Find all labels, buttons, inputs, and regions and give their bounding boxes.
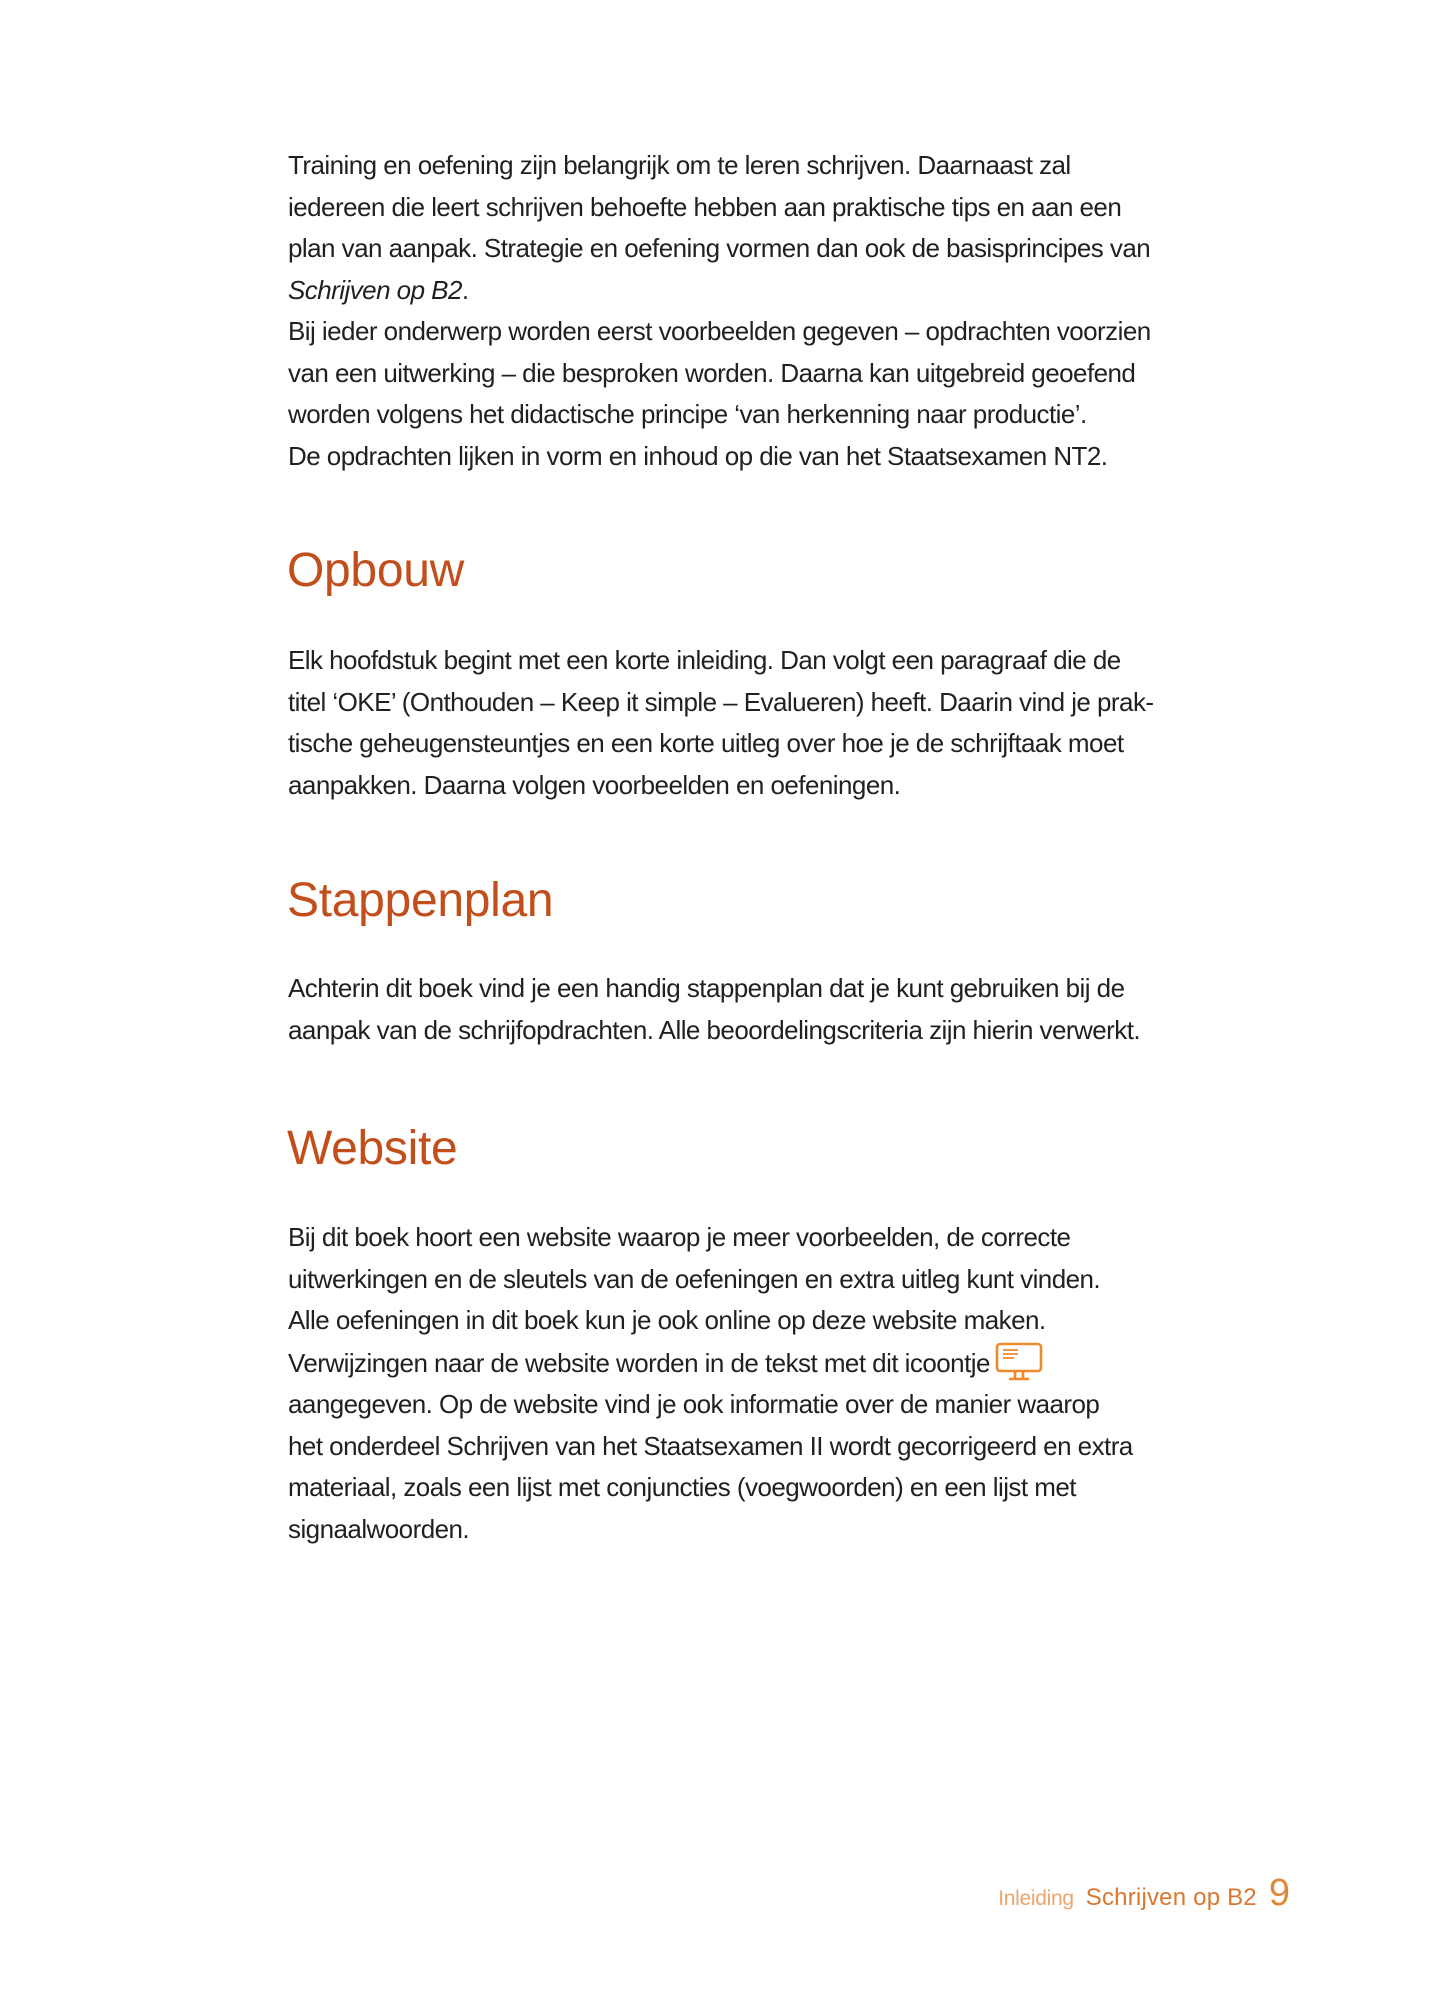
text-line: uitwerkingen en de sleutels van de oefeningen en extra uitleg kunt vinden. — [288, 1263, 1101, 1294]
intro-paragraph — [288, 145, 1348, 477]
text-line: iedereen die leert schrijven behoefte hebben aan praktische tips en aan een — [288, 191, 1122, 222]
computer-monitor-icon — [994, 1342, 1044, 1384]
text-line: plan van aanpak. Strategie en oefening vormen dan ook de basisprincipes van — [288, 233, 1151, 263]
text-line: titel ‘OKE’ (Onthouden – Keep it simple – Evalueren) heeft. Daarin vind je prak- — [288, 686, 1154, 717]
text-line: signaalwoorden. — [288, 1513, 470, 1544]
text-line: materiaal, zoals een lijst met conjuncties (voegwoorden) en een lijst met — [288, 1472, 1076, 1502]
text-line: Training en oefening zijn belangrijk om te leren schrijven. Daarnaast zal — [288, 150, 1071, 180]
text-line: Alle oefeningen in dit boek kun je ook online op deze website maken. — [288, 1305, 1046, 1335]
text-segment: Verwijzingen naar de website worden in de tekst met dit icoontje — [288, 1347, 990, 1378]
page-number: 9 — [1268, 1872, 1290, 1914]
heading-opbouw: Opbouw — [287, 544, 464, 597]
book-title-italic: Schrijven op B2 — [288, 274, 462, 305]
footer-book-title: Schrijven op B2 — [1085, 1884, 1257, 1911]
text-line: van een uitwerking – die besproken worden. Daarna kan uitgebreid geoefend — [288, 357, 1136, 388]
text-line: Bij dit boek hoort een website waarop je meer voorbeelden, de correcte — [288, 1222, 1071, 1252]
text-line: worden volgens het didactische principe ‘van herkenning naar productie’. — [288, 399, 1087, 429]
text-line — [288, 270, 1348, 312]
page-footer — [0, 1872, 1290, 1915]
footer-section-label: Inleiding — [998, 1887, 1074, 1910]
text-line: Achterin dit boek vind je een handig stappenplan dat je kunt gebruiken bij de — [288, 973, 1125, 1003]
text-line: aanpak van de schrijfopdrachten. Alle beoordelingscriteria zijn hierin verwerkt. — [288, 1014, 1141, 1045]
heading-website: Website — [287, 1122, 458, 1175]
text-line: De opdrachten lijken in vorm en inhoud op die van het Staatsexamen NT2. — [288, 440, 1108, 471]
text-line: Elk hoofdstuk begint met een korte inleiding. Dan volgt een paragraaf die de — [288, 645, 1121, 675]
period: . — [461, 274, 469, 305]
text-line: aangegeven. Op de website vind je ook informatie over de manier waarop — [288, 1389, 1100, 1419]
text-line: tische geheugensteuntjes en een korte uitleg over hoe je de schrijftaak moet — [288, 728, 1124, 758]
text-line: Bij ieder onderwerp worden eerst voorbeelden gegeven – opdrachten voorzien — [288, 316, 1151, 346]
opbouw-paragraph — [288, 640, 1348, 806]
text-line: aanpakken. Daarna volgen voorbeelden en oefeningen. — [288, 769, 901, 800]
heading-stappenplan: Stappenplan — [287, 874, 554, 927]
stappenplan-paragraph — [288, 968, 1348, 1051]
website-paragraph — [288, 1217, 1348, 1550]
text-line: het onderdeel Schrijven van het Staatsexamen II wordt gecorrigeerd en extra — [288, 1430, 1133, 1461]
text-line — [288, 1342, 1348, 1385]
